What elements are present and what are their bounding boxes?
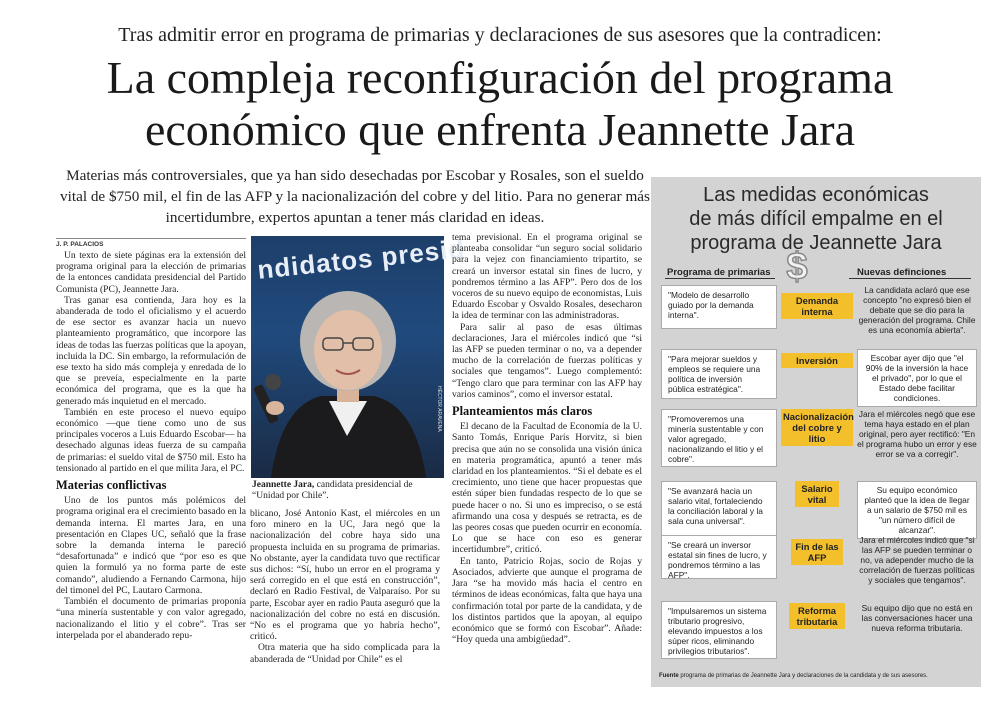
measure-row xyxy=(661,481,973,541)
new-definition: Su equipo económico planteó que la idea de llegar a un salario de $750 mil es "un número difícil de alcanzar". xyxy=(857,481,977,539)
dollar-sign-icon xyxy=(779,245,815,288)
hand xyxy=(266,401,284,415)
paragraph: Tras ganar esa contienda, Jara hoy es la abanderada de todo el oficialismo y el acuerdo de ese sector es avanzar hacia un nuevo planteamiento programático, que incorpore las ideas de todas las fuerzas políticas que la apoyan, incluida la DC. Sin embargo, la reformulación de ese texto ha sido más compleja y enredada de lo que se preveía, especialmente en la parte económica del programa, que es la que ha generado más inquietud en el mercado. xyxy=(56,294,246,407)
headline xyxy=(40,52,960,156)
paragraph: tema previsional. En el programa original se planteaba consolidar “un seguro social solidario para la vejez con financiamiento tripartito, se creará un inversor estatal sin fines de lucro, y pondremos término a las AFP”. Pero dos de los voceros de su nuevo equipo de economistas, Luis Eduardo Escobar y Osvaldo Rosales, desecharon la idea de terminar con las administradoras. xyxy=(452,232,642,322)
paragraph: Uno de los puntos más polémicos del programa original era el crecimiento basado en la demanda interna. El martes Jara, en una presentación en Clapes UC, señaló que la frase sobre la demanda interna le pareció “desafortunada” e indicó que “por eso es que quien la formuló ya no forma parte de este comando”, aludiendo a Fernando Carmona, hijo del timonel del PC, Lautaro Carmona. xyxy=(56,495,246,596)
header-underline xyxy=(665,278,775,279)
measure-row xyxy=(661,601,973,663)
photo-caption xyxy=(252,480,444,502)
primary-quote: "Se creará un inversor estatal sin fines de lucro, y pondremos término a las AFP". xyxy=(661,535,777,579)
paragraph: blicano, José Antonio Kast, el miércoles en un foro minero en la UC, Jara negó que la nacionalización del cobre haya sido una propuesta incluida en su programa de primarias. No obstante, ayer la candidata tuvo que rectificar sus dichos: “Sí, hubo un error en el programa y será corregido en el que está en construcción”, declaró en Radio Festival, de Valparaíso. Por su parte, Escobar ayer en radio Pauta aseguró que la nacionalización del cobre no está en discusión. “No es el programa que yo habría hecho”, criticó. xyxy=(250,508,440,643)
face xyxy=(314,310,382,390)
infographic-title-line-2: de más difícil empalme en el xyxy=(689,208,943,230)
measure-category: Nacionalización del cobre y litio xyxy=(783,411,854,444)
measure-row xyxy=(661,349,973,409)
infographic-title-line-1: Las medidas económicas xyxy=(703,184,929,206)
measure-category: Salario vital xyxy=(795,481,839,507)
column-header-nuevas: Nuevas definciones xyxy=(857,267,947,278)
caption-name: Jeannette Jara, xyxy=(252,480,315,490)
paragraph: En tanto, Patricio Rojas, socio de Rojas y Asociados, advierte que aunque el programa de Jara “se ha movido más hacia el centro en términos de ideas económicas, falta que haya una confirmación total por parte de la candidata, y de los distintos partidos que la apoyan, al equipo económico que se formó con Escobar”. Añade: “Hoy queda una ambigüedad”. xyxy=(452,555,642,646)
primary-quote: "Para mejorar sueldos y empleos se requiere una política de inversión pública estratégica". xyxy=(661,349,777,399)
svg-text:$: $ xyxy=(786,246,808,288)
new-definition: Jara el miércoles negó que ese tema haya estado en el plan original, pero ayer rectificó: "En el programa hubo un error y ese error se va a corregir". xyxy=(857,409,977,459)
header-underline xyxy=(849,278,971,279)
article-column-2 xyxy=(250,508,440,665)
new-definition: Su equipo dijo que no está en las conversaciones hacer una nueva reforma tributaria. xyxy=(861,603,973,633)
paragraph: También el documento de primarias proponía “una minería sustentable y con valor agregado, nacionalizando el litio y el cobre”. Tras ser interpelada por el abanderado repu- xyxy=(56,596,246,641)
measure-row xyxy=(661,409,977,477)
measure-category: Inversión xyxy=(781,353,853,368)
article-column-1 xyxy=(56,250,246,641)
infographic-title xyxy=(651,183,981,255)
paragraph: El decano de la Facultad de Economía de la U. Santo Tomás, Enrique París Horvitz, si bien precisa que aún no se consolida una visión única en materia programática, apuntó a tener más claridad en los planteamientos. “Si el debate es el crecimiento, uno tiene que hacer propuestas que estén súper bien fundadas respecto de lo que se puede hacer o no. Si uno es impreciso, o se está afirmando una cosa y después se retracta, es de las peores cosas que pueden ocurrir en economía. Lo que se hace con eso es generar incertidumbre”, criticó. xyxy=(452,421,642,556)
measure-category: Fin de las AFP xyxy=(791,539,843,565)
microphone-head xyxy=(265,374,281,390)
paragraph: Un texto de siete páginas era la extensión del programa original para la elección de primarias de la entonces candidata presidencial del Partido Comunista (PC), Jeannette Jara. xyxy=(56,250,246,295)
paragraph: También en este proceso el nuevo equipo económico —que tiene como uno de sus principales voceros a Luis Eduardo Escobar— ha desechado algunas ideas fuerza de su campaña de primarias: el sueldo vital de $750 mil. Esto ha tensionado al partido en el que milita Jara, el PC. xyxy=(56,406,246,474)
new-definition: Escobar ayer dijo que "el 90% de la inversión la hace el privado", por lo que el Estado debe facilitar condiciones. xyxy=(857,349,977,407)
primary-quote: "Se avanzará hacia un salario vital, fortaleciendo la conciliación laboral y la sala cuna universal". xyxy=(661,481,777,537)
primary-quote: "Impulsaremos un sistema tributario progresivo, elevando impuestos a los súper ricos, eliminando privilegios tributarios". xyxy=(661,601,777,659)
measure-row xyxy=(661,285,976,335)
source-text: programa de primarias de Jeannette Jara y declaraciones de la candidata y de sus asesores. xyxy=(680,673,928,679)
portrait-illustration xyxy=(251,236,444,478)
source-note xyxy=(659,673,928,679)
primary-quote: "Modelo de desarrollo guiado por la demanda interna". xyxy=(661,285,777,329)
new-definition: La candidata aclaró que ese concepto "no expresó bien el debate que se dio para la generación del programa. Chile es una economía abierta". xyxy=(858,285,976,335)
paragraph: Otra materia que ha sido complicada para la abanderada de “Unidad por Chile” es el xyxy=(250,642,440,665)
kicker: Tras admitir error en programa de primarias y declaraciones de sus asesores que la contradicen: xyxy=(118,24,882,46)
paragraph: Para salir al paso de esas últimas declaraciones, Jara el miércoles indicó que “si las AFP se pueden terminar o no, va a depender mucho de la correlación de fuerzas políticas y sociales que tengamos”. Luego complementó: “Tengo claro que para terminar con las AFP hay varios caminos”, como el inversor estatal. xyxy=(452,321,642,400)
article-column-3 xyxy=(452,232,642,645)
measure-row xyxy=(661,535,973,595)
byline: J. P. PALACIOS xyxy=(56,238,246,248)
photo xyxy=(251,233,467,478)
source-label: Fuente xyxy=(659,673,679,679)
subhead: Planteamientos más claros xyxy=(452,404,593,419)
headline-line-1: La compleja reconfiguración del programa xyxy=(106,52,894,103)
measure-category: Reforma tributaria xyxy=(789,603,845,629)
deck: Materias más controversiales, que ya han sido desechadas por Escobar y Rosales, son el sueldo vital de $750 mil, el fin de las AFP y la nacionalización del cobre y del litio. Para no generar más incertidumbre, expertos apuntan a tener más claridad en ideas. xyxy=(60,167,650,226)
photo-background-text: ndidatos presid xyxy=(255,233,467,285)
new-definition: Jara el miércoles indicó que "si las AFP se pueden terminar o no, va adepender mucho de la correlación de fuerzas políticas y sociales que tengamos". xyxy=(859,535,975,585)
infographic-title-line-3: programa de Jeannette Jara xyxy=(690,232,942,254)
photo-credit: HÉCTOR ARAVENA xyxy=(436,386,442,432)
subhead: Materias conflictivas xyxy=(56,478,167,493)
measure-category: Demanda interna xyxy=(781,293,853,319)
headline-line-2: económico que enfrenta Jeannette Jara xyxy=(144,104,856,155)
infographic xyxy=(651,177,981,687)
caption-text: candidata presidencial de “Unidad por Chile”. xyxy=(252,480,413,501)
primary-quote: "Promoveremos una minería sustentable y con valor agregado, nacionalizando el litio y el cobre". xyxy=(661,409,777,467)
column-header-primarias: Programa de primarias xyxy=(667,267,771,278)
